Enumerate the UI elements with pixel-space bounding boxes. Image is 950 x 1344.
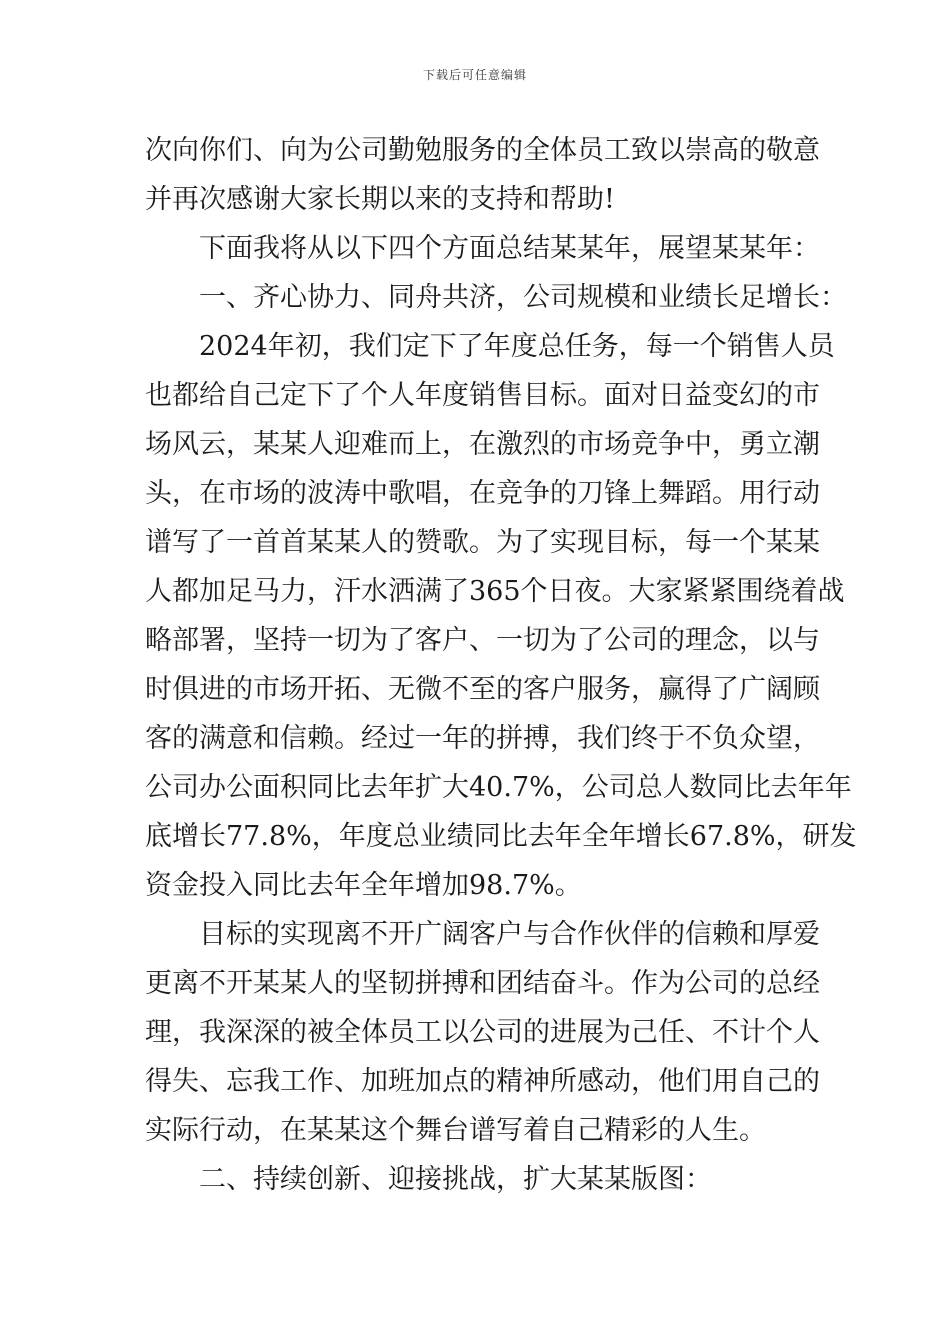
text-line: 也都给自己定下了个人年度销售目标。面对日益变幻的市 <box>145 380 820 411</box>
text-line: 底增长77.8%，年度总业绩同比去年全年增长67.8%，研发 <box>145 821 857 852</box>
paragraph <box>145 224 820 273</box>
section-heading <box>145 273 847 322</box>
paragraph <box>145 126 820 224</box>
text-line: 理，我深深的被全体员工以公司的进展为己任、不计个人 <box>145 1017 820 1048</box>
text-line: 得失、忘我工作、加班加点的精神所感动，他们用自己的 <box>145 1066 820 1097</box>
text-line: 资金投入同比去年全年增加98.7%。 <box>145 870 582 901</box>
text-line: 时俱进的市场开拓、无微不至的客户服务，赢得了广阔顾 <box>145 674 820 705</box>
text-line: 并再次感谢大家长期以来的支持和帮助! <box>145 184 615 215</box>
text-line: 次向你们、向为公司勤勉服务的全体员工致以崇高的敬意 <box>145 135 820 166</box>
text-line: 更离不开某某人的坚韧拼搏和团结奋斗。作为公司的总经 <box>145 968 820 999</box>
text-line: 下面我将从以下四个方面总结某某年，展望某某年： <box>199 233 820 264</box>
paragraph <box>145 322 857 910</box>
text-line: 客的满意和信赖。经过一年的拼搏，我们终于不负众望， <box>145 723 820 754</box>
page-header: 下载后可任意编辑 <box>422 68 527 82</box>
text-line: 2024年初，我们定下了年度总任务，每一个销售人员 <box>199 331 835 362</box>
text-line: 二、持续创新、迎接挑战，扩大某某版图： <box>199 1164 712 1195</box>
text-line: 略部署，坚持一切为了客户、一切为了公司的理念，以与 <box>145 625 820 656</box>
text-line: 人都加足马力，汗水洒满了365个日夜。大家紧紧围绕着战 <box>145 576 845 607</box>
text-line: 公司办公面积同比去年扩大40.7%，公司总人数同比去年年 <box>145 772 852 803</box>
text-line: 头，在市场的波涛中歌唱，在竞争的刀锋上舞蹈。用行动 <box>145 478 820 509</box>
text-line: 场风云，某某人迎难而上，在激烈的市场竞争中，勇立潮 <box>145 429 820 460</box>
text-line: 目标的实现离不开广阔客户与合作伙伴的信赖和厚爱 <box>199 919 820 950</box>
paragraph <box>145 910 820 1155</box>
text-line: 实际行动，在某某这个舞台谱写着自己精彩的人生。 <box>145 1115 766 1146</box>
text-line: 谱写了一首首某某人的赞歌。为了实现目标，每一个某某 <box>145 527 820 558</box>
document-body <box>145 126 857 1204</box>
section-heading <box>145 1155 810 1204</box>
text-line: 一、齐心协力、同舟共济，公司规模和业绩长足增长： <box>199 282 847 313</box>
